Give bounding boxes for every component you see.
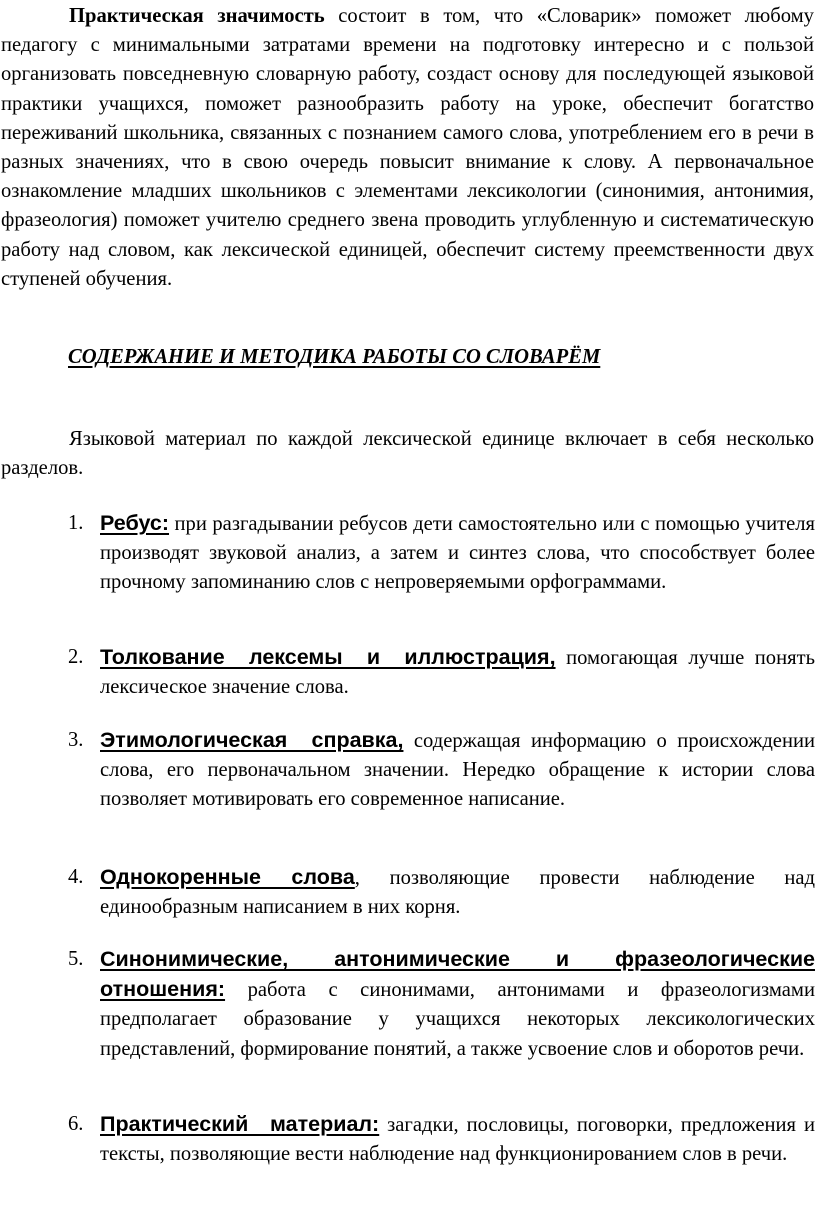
- item-number: 5.: [68, 948, 84, 970]
- item-body: [100, 643, 815, 702]
- item-text: работа с синонимами, антонимами и фразеологизмами предполагает образование у учащихся некоторых лексикологических представлений, формирование понятий, а также усвоение слов и оборотов речи.: [100, 979, 815, 1060]
- intro-lead-bold: Практическая значимость: [69, 5, 325, 27]
- intro-text: состоит в том, что «Словарик» поможет любому педагогу с минимальными затратами времени на подготовку интересно и с пользой организовать повседневную словарную работу, создаст основу для последующей языковой практики учащихся, поможет разнообразить работу на уроке, обеспечит богатство переживаний школьника, связанных с познанием самого слова, употреблением его в речи в разных значениях, что в свою очередь повысит внимание к слову. А первоначальное ознакомление младших школьников с элементами лексикологии (синонимия, антонимия, фразеология) поможет учителю среднего звена проводить углубленную и систематическую работу над словом, как лексической единицей, обеспечит систему преемственности двух ступеней обучения.: [1, 5, 814, 290]
- intro-paragraph: [1, 2, 814, 294]
- item-term: Этимологическая справка,: [100, 728, 404, 752]
- item-number: 1.: [68, 512, 84, 534]
- section-intro-text: Языковой материал по каждой лексической единице включает в себя несколько разделов.: [1, 428, 814, 480]
- item-term: Практический материал:: [100, 1112, 380, 1136]
- item-term: Синонимические, антонимические и фразеологические отношения:: [100, 947, 815, 1002]
- item-body: [100, 945, 815, 1064]
- item-number: 2.: [68, 646, 84, 668]
- item-number: 4.: [68, 866, 84, 888]
- item-body: [100, 726, 815, 815]
- item-body: [100, 863, 815, 922]
- item-number: 6.: [68, 1113, 84, 1135]
- item-body: [100, 509, 815, 598]
- item-number: 3.: [68, 729, 84, 751]
- item-term: Ребус:: [100, 511, 170, 535]
- section-intro-paragraph: [1, 425, 814, 483]
- item-text: , позволяющие провести наблюдение над единообразным написанием в них корня.: [100, 867, 816, 919]
- item-text: при разгадывании ребусов дети самостоятельно или с помощью учителя производят звуковой анализ, а затем и синтез слова, что способствует более прочному запоминанию слов с непроверяемыми орфограммами.: [100, 513, 815, 594]
- item-text: содержащая информацию о происхождении слова, его первоначальном значении. Нередко обращение к истории слова позволяет мотивировать его современное написание.: [100, 730, 816, 811]
- item-text: помогающая лучше понять лексическое значение слова.: [100, 647, 815, 699]
- item-text: загадки, пословицы, поговорки, предложения и тексты, позволяющие вести наблюдение над функционированием слов в речи.: [100, 1114, 815, 1166]
- item-body: [100, 1110, 815, 1169]
- item-term: Однокоренные слова: [100, 865, 355, 889]
- item-term: Толкование лексемы и иллюстрация,: [100, 645, 556, 669]
- section-heading: СОДЕРЖАНИЕ И МЕТОДИКА РАБОТЫ СО СЛОВАРЁМ: [68, 346, 601, 368]
